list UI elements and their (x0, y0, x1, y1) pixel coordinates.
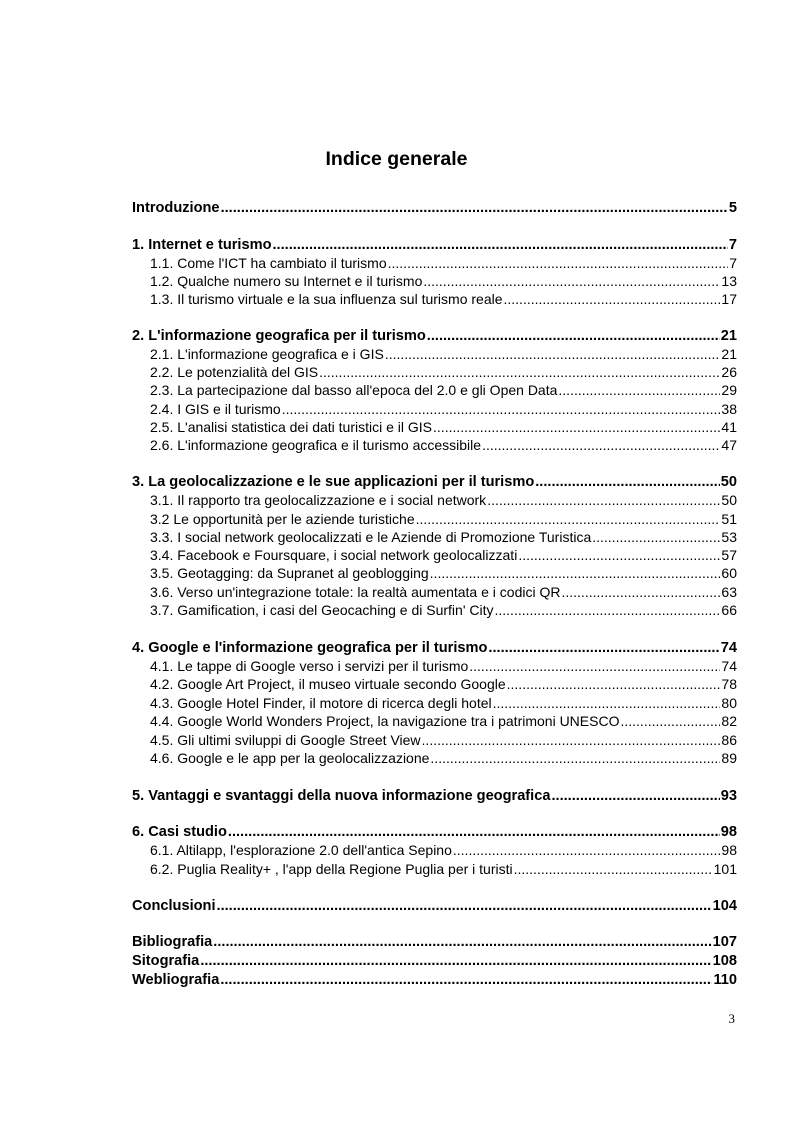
toc-entry-title: Introduzione (132, 200, 220, 216)
toc-entry-page: 101 (713, 861, 737, 877)
toc-entry-page: 53 (721, 529, 737, 545)
toc-entry[interactable] (132, 528, 737, 546)
dot-leader (514, 860, 713, 878)
dot-leader (433, 418, 720, 436)
toc-entry-title: 6. Casi studio (132, 824, 227, 840)
dot-leader (228, 823, 720, 841)
dot-leader (561, 583, 720, 601)
toc-entry-page: 7 (729, 255, 737, 271)
toc-entry[interactable] (132, 564, 737, 582)
toc-entry[interactable] (132, 491, 737, 509)
dot-leader (213, 933, 711, 951)
toc-entry-title: 1.2. Qualche numero su Internet e il turismo (150, 273, 423, 289)
toc-entry-title: 1.1. Come l'ICT ha cambiato il turismo (150, 255, 387, 271)
toc-entry[interactable] (132, 933, 737, 951)
dot-leader (422, 731, 721, 749)
toc-entry[interactable] (132, 290, 737, 308)
toc-entry-title: 3.4. Facebook e Foursquare, i social network geolocalizzati (150, 547, 518, 563)
toc-entry-title: 4.2. Google Art Project, il museo virtuale secondo Google (150, 676, 506, 692)
toc-entry[interactable] (132, 345, 737, 363)
toc-entry-title: 1. Internet e turismo (132, 237, 272, 253)
dot-leader (416, 510, 721, 528)
toc-entry-page: 63 (721, 584, 737, 600)
toc-entry-page: 7 (728, 237, 737, 253)
toc-entry-page: 21 (720, 328, 737, 344)
dot-leader (551, 787, 719, 805)
toc-entry[interactable] (132, 199, 737, 217)
toc-entry[interactable] (132, 473, 737, 491)
toc-entry[interactable] (132, 327, 737, 345)
toc-entry-title: 2.3. La partecipazione dal basso all'epoca del 2.0 e gli Open Data (150, 382, 558, 398)
toc-entry-page: 29 (721, 382, 737, 398)
dot-leader (430, 749, 720, 767)
dot-leader (488, 639, 719, 657)
dot-leader (592, 528, 720, 546)
toc-entry-page: 89 (721, 750, 737, 766)
toc-entry-title: 2.5. L'analisi statistica dei dati turistici e il GIS (150, 419, 433, 435)
toc-entry-title: 3. La geolocalizzazione e le sue applicazioni per il turismo (132, 474, 535, 490)
dot-leader (620, 712, 720, 730)
toc-entry-title: 5. Vantaggi e svantaggi della nuova informazione geografica (132, 788, 551, 804)
toc-entry-title: Conclusioni (132, 898, 216, 914)
toc-entry[interactable] (132, 436, 737, 454)
toc-entry-page: 50 (721, 492, 737, 508)
toc-entry-title: Webliografia (132, 972, 220, 988)
toc-entry-title: 2. L'informazione geografica per il turismo (132, 328, 426, 344)
toc-entry[interactable] (132, 583, 737, 601)
toc-entry-title: 4.3. Google Hotel Finder, il motore di ricerca degli hotel (150, 695, 492, 711)
toc-entry-title: 3.3. I social network geolocalizzati e le Aziende di Promozione Turistica (150, 529, 592, 545)
toc-entry[interactable] (132, 363, 737, 381)
dot-leader (282, 400, 721, 418)
toc-entry-page: 26 (721, 364, 737, 380)
dot-leader (518, 546, 720, 564)
toc-entry-page: 47 (721, 437, 737, 453)
toc-entry-title: 3.2 Le opportunità per le aziende turistiche (150, 511, 415, 527)
toc-entry-title: 4.1. Le tappe di Google verso i servizi per il turismo (150, 658, 469, 674)
toc-entry-page: 50 (720, 474, 737, 490)
toc-entry-page: 107 (712, 934, 737, 950)
dot-leader (535, 473, 720, 491)
toc-entry-page: 21 (721, 346, 737, 362)
toc-entry[interactable] (132, 546, 737, 564)
toc-entry-title: 4.6. Google e le app per la geolocalizzazione (150, 750, 430, 766)
toc-entry-page: 17 (721, 291, 737, 307)
toc-entry-title: 4. Google e l'informazione geografica per il turismo (132, 640, 488, 656)
toc-entry[interactable] (132, 731, 737, 749)
toc-entry[interactable] (132, 657, 737, 675)
toc-entry-title: Bibliografia (132, 934, 213, 950)
toc-entry[interactable] (132, 510, 737, 528)
dot-leader (423, 272, 720, 290)
toc-entry-page: 110 (713, 972, 737, 988)
toc-entry-page: 5 (728, 200, 737, 216)
dot-leader (482, 436, 720, 454)
toc-entry-page: 80 (721, 695, 737, 711)
dot-leader (427, 327, 720, 345)
toc-entry-title: 6.1. Altilapp, l'esplorazione 2.0 dell'antica Sepino (150, 842, 452, 858)
dot-leader (200, 952, 711, 970)
toc-entry-title: 2.1. L'informazione geografica e i GIS (150, 346, 384, 362)
toc-entry[interactable] (132, 787, 737, 805)
dot-leader (495, 601, 721, 619)
toc-entry-title: 2.4. I GIS e il turismo (150, 401, 281, 417)
toc-entry-page: 60 (721, 565, 737, 581)
toc-entry-title: 3.5. Geotagging: da Supranet al geoblogging (150, 565, 429, 581)
dot-leader (504, 290, 721, 308)
dot-leader (558, 381, 720, 399)
toc-entry-page: 104 (712, 898, 737, 914)
toc-entry-title: 4.5. Gli ultimi sviluppi di Google Street View (150, 732, 421, 748)
toc-entry-page: 74 (721, 658, 737, 674)
toc-entry[interactable] (132, 236, 737, 254)
toc-entry-title: 3.1. Il rapporto tra geolocalizzazione e i social network (150, 492, 487, 508)
toc-entry-title: 4.4. Google World Wonders Project, la navigazione tra i patrimoni UNESCO (150, 713, 620, 729)
dot-leader (272, 236, 727, 254)
toc-entry-title: 3.7. Gamification, i casi del Geocaching e di Surfin' City (150, 602, 494, 618)
toc-entry[interactable] (132, 823, 737, 841)
toc-entry-page: 51 (721, 511, 737, 527)
toc-entry[interactable] (132, 601, 737, 619)
dot-leader (388, 254, 729, 272)
toc-entry-page: 13 (721, 273, 737, 289)
dot-leader (221, 199, 728, 217)
toc-entry[interactable] (132, 381, 737, 399)
dot-leader (430, 564, 721, 582)
dot-leader (217, 897, 712, 915)
dot-leader (385, 345, 721, 363)
toc-entry[interactable] (132, 841, 737, 859)
toc-entry-title: 2.6. L'informazione geografica e il turismo accessibile (150, 437, 482, 453)
toc-entry-page: 86 (721, 732, 737, 748)
toc-entry[interactable] (132, 272, 737, 290)
toc-entry-page: 108 (712, 953, 737, 969)
toc-entry-title: 2.2. Le potenzialità del GIS (150, 364, 319, 380)
toc-entry-page: 78 (721, 676, 737, 692)
toc-entry[interactable] (132, 254, 737, 272)
toc-entry-page: 41 (721, 419, 737, 435)
page-number: 3 (728, 1011, 735, 1026)
toc-entry-title: 3.6. Verso un'integrazione totale: la realtà aumentata e i codici QR (150, 584, 561, 600)
toc-entry[interactable] (132, 952, 737, 970)
dot-leader (487, 491, 720, 509)
dot-leader (453, 841, 721, 859)
toc-entry-page: 74 (720, 640, 737, 656)
toc-entry-page: 66 (721, 602, 737, 618)
toc-entry[interactable] (132, 712, 737, 730)
toc-entry[interactable] (132, 860, 737, 878)
toc-entry[interactable] (132, 418, 737, 436)
dot-leader (493, 694, 721, 712)
toc-entry-title: Sitografia (132, 953, 200, 969)
toc-entry-page: 38 (721, 401, 737, 417)
toc-entry[interactable] (132, 897, 737, 915)
dot-leader (319, 363, 720, 381)
page-title: Indice generale (325, 148, 468, 170)
toc-entry-page: 98 (720, 824, 737, 840)
toc-entry-page: 98 (721, 842, 737, 858)
toc-entry[interactable] (132, 400, 737, 418)
dot-leader (507, 675, 721, 693)
toc-entry-title: 6.2. Puglia Reality+ , l'app della Regione Puglia per i turisti (150, 861, 513, 877)
dot-leader (469, 657, 720, 675)
toc-entry[interactable] (132, 675, 737, 693)
dot-leader (220, 971, 712, 989)
toc-entry[interactable] (132, 749, 737, 767)
toc-entry-page: 57 (721, 547, 737, 563)
toc-entry-title: 1.3. Il turismo virtuale e la sua influenza sul turismo reale (150, 291, 503, 307)
toc-entry-page: 93 (720, 788, 737, 804)
toc-entry[interactable] (132, 971, 737, 989)
toc-entry-page: 82 (721, 713, 737, 729)
toc-entry[interactable] (132, 639, 737, 657)
toc-entry[interactable] (132, 694, 737, 712)
